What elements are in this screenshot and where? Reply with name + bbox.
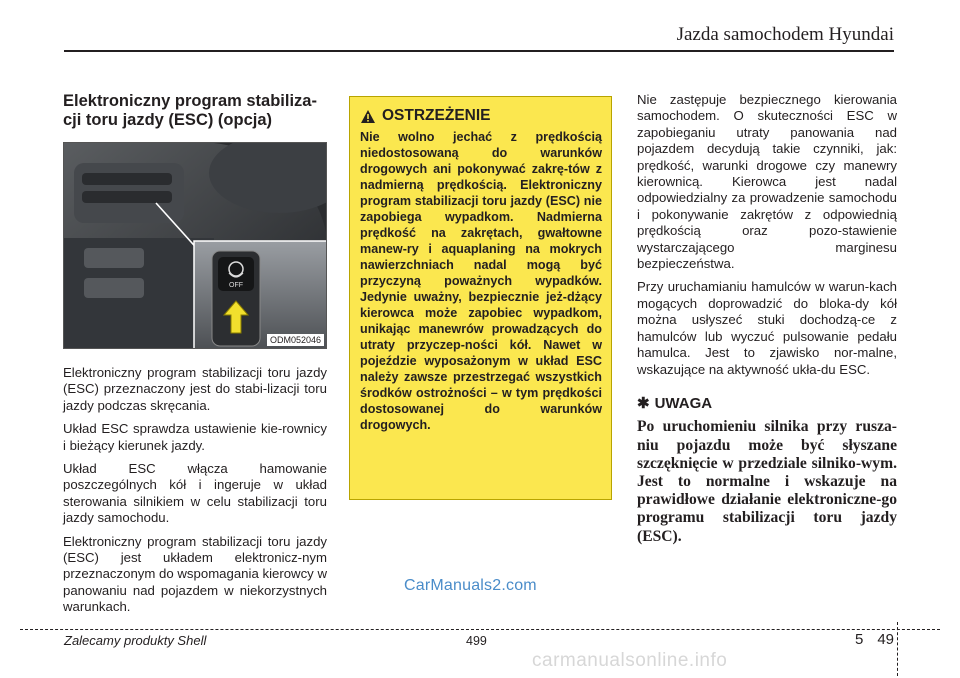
- warning-box: [349, 96, 612, 500]
- esc-button-photo: [63, 142, 327, 349]
- chapter-page: 49: [877, 631, 894, 648]
- dashboard-illustration: [64, 143, 327, 349]
- warning-triangle-icon: [360, 109, 376, 124]
- footer-divider: [897, 622, 898, 676]
- warning-text: Nie wolno jechać z prędkością niedostosowaną do warunków drogowych ani pokonywać zakrę-tów z nadmierną prędkością. Elektroniczny program stabilizacji toru jazdy (ESC) nie zapobiega wypadkom. Nadmierna prędkość na zakrętach, gwałtowne manew-ry i aquaplaning na mokrych nawierzchniach nadal mogą być przyczyną poważnych wypadków. Jedynie uważny, bezpiecznie jeż-dżący kierowca może zapobiec wypadkom, unikając manewrów prowadzących do utraty przyczep-ności kół. Nawet w pojeździe wyposażonym w układ ESC należy zawsze przestrzegać wszystkich środków ostrożności – w tym prędkości dostosowanej do warunków drogowych.: [360, 130, 602, 432]
- image-code: ODM052046: [267, 334, 324, 346]
- chapter-number: 5: [854, 631, 864, 648]
- bottom-watermark: carmanualsonline.info: [532, 650, 728, 671]
- warning-heading: [360, 107, 602, 125]
- caution-star-icon: ✱: [637, 394, 650, 412]
- caution-heading: [637, 396, 897, 412]
- caution-text: Po uruchomieniu silnika przy rusza-niu pojazdu może być słyszane szczęknięcie w przedziale silniko-wym. Jest to normalne i wskazuje na prawidłowe działanie elektroniczne-go programu stabilizacji toru jazdy (ESC).: [637, 418, 897, 545]
- page-number: [855, 631, 894, 648]
- header-rule: [64, 50, 894, 52]
- section-title: [63, 92, 327, 130]
- footer-slogan: Zalecamy produkty Shell: [64, 633, 207, 648]
- paragraph: Przy uruchamianiu hamulców w warun-kach mogących doprowadzić do bloka-dy kół można usłyszeć stuki dochodzą-ce z hamulców lub wyczuć pulsowanie pedału hamulca. Jest to zjawisko nor-malne, wskazujące na aktywność ukła-du ESC.: [637, 279, 897, 377]
- pdf-page-number: 499: [466, 634, 487, 648]
- watermark-link[interactable]: CarManuals2.com: [404, 577, 537, 594]
- caution-title: UWAGA: [654, 394, 713, 412]
- paragraph: Elektroniczny program stabilizacji toru jazdy (ESC) przeznaczony jest do stabi-lizacji toru jazdy podczas skręcania.: [63, 365, 327, 413]
- paragraph: Elektroniczny program stabilizacji toru jazdy (ESC) jest układem elektronicz-nym przeznaczonym do wspomagania kierowcy w panowaniu nad pojazdem w niekorzystnych warunkach.: [63, 533, 327, 615]
- warning-title: OSTRZEŻENIE: [382, 107, 491, 124]
- off-label: OFF: [229, 282, 243, 289]
- footer-rule: [20, 629, 940, 630]
- paragraph: Nie zastępuje bezpiecznego kierowania samochodem. O skuteczności ESC w zapobieganiu utraty panowania nad pojazdem decydują takie czynniki, jak: prędkość, warunki drogowe czy manewry kierownicą. Kierowca jest nadal odpowiedzialny za prowadzenie samochodu i pokonywanie zakrętów z odpowiednią prędkością oraz pozo-stawienie wystarczającego marginesu bezpieczeństwa.: [637, 92, 897, 272]
- paragraph: Układ ESC sprawdza ustawienie kie-rownicy i bieżący kierunek jazdy.: [63, 421, 327, 453]
- left-body-text: [63, 365, 327, 623]
- running-header-title: Jazda samochodem Hyundai: [676, 24, 894, 45]
- right-body-text: [637, 92, 897, 546]
- paragraph: Układ ESC włącza hamowanie poszczególnych kół i ingeruje w układ sterowania silnikiem w celu stabilizacji toru jazdy samochodu.: [63, 461, 327, 526]
- section-heading: Elektroniczny program stabiliza- cji toru jazdy (ESC) (opcja): [63, 92, 317, 129]
